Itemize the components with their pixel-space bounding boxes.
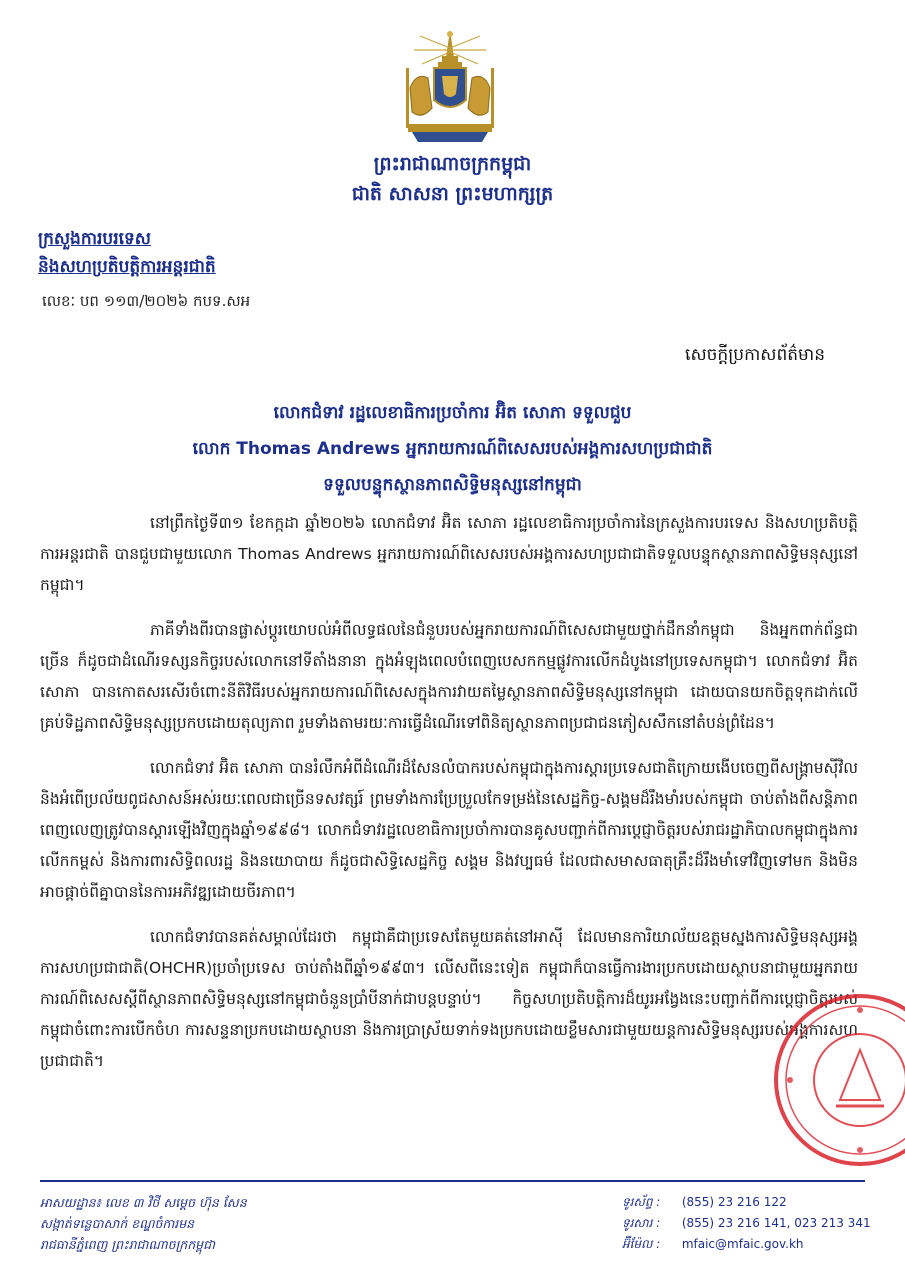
body-paragraph: លោកជំទាវបានគត់សម្គាល់ដែរថា កម្ពុជាគឺជាប្រទេសតែមួយគត់នៅអាស៊ី ដែលមានការិយាល័យឧត្តមស្នងការសិទ្ធិមនុស្សអង្គការសហប្រជាជាតិ(OHCHR)ប្រចាំប្រទេស ចាប់តាំងពីឆ្នាំ១៩៩៣។ លើសពីនេះទៀត កម្ពុជាក៏បានធ្វើការងារប្រកបដោយស្ថាបនាជាមួយអ្នករាយការណ៍ពិសេសស្តីពីស្ថានភាពសិទ្ធិមនុស្សនៅកម្ពុជាចំនួនប្រាំបីនាក់ជាបន្តបន្ទាប់។ កិច្ចសហប្រតិបត្តិការដ៏យូរអង្វែងនេះបញ្ជាក់ពីការប្តេជ្ញាចិត្តរបស់កម្ពុជាចំពោះការបើកចំហ ការសន្ទនាប្រកបដោយស្ថាបនា និងការប្រាស្រ័យទាក់ទងប្រកបដោយខ្លឹមសារជាមួយយន្តការសិទ្ធិមនុស្សរបស់អង្គការសហប្រជាជាតិ។ bbox=[40, 928, 858, 1070]
ministry-name-line2: និងសហប្រតិបត្តិការអន្តរជាតិ bbox=[38, 257, 216, 277]
email-label: អ៊ីម៉ែល : bbox=[622, 1237, 661, 1251]
kingdom-title: ព្រះរាជាណាចក្រកម្ពុជា bbox=[373, 153, 532, 175]
reference-number: លេខៈ បព ១១៣/២០២៦ កបទ.សអ bbox=[42, 292, 251, 310]
body-paragraph: លោកជំទាវ អ៊ិត សោភា បានរំលឹកអំពីដំណើរដ៏សែនលំបាករបស់កម្ពុជាក្នុងការស្តារប្រទេសជាតិក្រោយងើបចេញពីសង្គ្រាមស៊ីវិល និងអំពើប្រល័យពូជសាសន៍អស់រយៈពេលជាច្រើនទសវត្សរ៍ ព្រមទាំងការប្រែប្រួលកែទម្រង់នៃសេដ្ឋកិច្ច-សង្គមដ៏រឹងមាំរបស់កម្ពុជា ចាប់តាំងពីសន្តិភាពពេញលេញត្រូវបានស្តារឡើងវិញក្នុងឆ្នាំ១៩៩៨។ លោកជំទាវរដ្ឋលេខាធិការប្រចាំការបានគូសបញ្ជាក់ពីការប្តេជ្ញាចិត្តរបស់រាជរដ្ឋាភិបាលកម្ពុជាក្នុងការលើកកម្ពស់ និងការពារសិទ្ធិពលរដ្ឋ និងនយោបាយ ក៏ដូចជាសិទ្ធិសេដ្ឋកិច្ច សង្គម និងវប្បធម៌ ដែលជាសមាសធាតុគ្រឹះដ៏រឹងមាំទៅវិញទៅមក និងមិនអាចផ្តាច់ពីគ្នាបាននៃការអភិវឌ្ឍដោយចីរភាព។ bbox=[40, 759, 858, 901]
footer-address bbox=[40, 1192, 247, 1255]
fax-label: ទូរសារ : bbox=[622, 1216, 661, 1230]
headline-line3: ទទួលបន្ទុកស្ថានភាពសិទ្ធិមនុស្សនៅកម្ពុជា bbox=[323, 475, 582, 495]
body-paragraph: នៅព្រឹកថ្ងៃទី៣១ ខែកក្កដា ឆ្នាំ២០២៦ លោកជំទាវ អ៊ិត សោភា រដ្ឋលេខាធិការប្រចាំការនៃក្រសួងការបរទេស និងសហប្រតិបត្តិការអន្តរជាតិ បានជួបជាមួយលោក Thomas Andrews អ្នករាយការណ៍ពិសេសរបស់អង្គការសហប្រជាជាតិទទួលបន្ទុកស្ថានភាពសិទ្ធិមនុស្សនៅកម្ពុជា។ bbox=[40, 514, 858, 594]
phone-label: ទូរស័ព្ទ : bbox=[622, 1195, 661, 1209]
phone-number: (855) 23 216 122 bbox=[681, 1195, 787, 1209]
body-paragraph: ភាគីទាំងពីរបានផ្លាស់ប្តូរយោបល់អំពីលទ្ធផលនៃជំនួបរបស់អ្នករាយការណ៍ពិសេសជាមួយថ្នាក់ដឹកនាំកម្ពុជា និងអ្នកពាក់ព័ន្ធជាច្រើន ក៏ដូចជាដំណើរទស្សនកិច្ចរបស់លោកនៅទីតាំងនានា ក្នុងអំឡុងពេលបំពេញបេសកកម្មផ្លូវការលើកដំបូងនៅប្រទេសកម្ពុជា។ លោកជំទាវ អ៊ិត សោភា បានកោតសរសើរចំពោះនីតិវិធីរបស់អ្នករាយការណ៍ពិសេសក្នុងការវាយតម្លៃស្ថានភាពសិទ្ធិមនុស្សនៅកម្ពុជា ដោយបានយកចិត្តទុកដាក់លើគ្រប់ទិដ្ឋភាពសិទ្ធិមនុស្សប្រកបដោយតុល្យភាព រួមទាំងតាមរយៈការធ្វើដំណើរទៅពិនិត្យស្ថានភាពប្រជាជនភៀសសឹកនៅតំបន់ព្រំដែន។ bbox=[40, 621, 858, 732]
royal-coat-of-arms-icon bbox=[402, 28, 498, 146]
national-motto: ជាតិ សាសនា ព្រះមហាក្សត្រ bbox=[351, 183, 554, 205]
press-release-body bbox=[40, 508, 858, 1091]
footer-divider bbox=[40, 1180, 865, 1182]
headline-line1: លោកជំទាវ រដ្ឋលេខាធិការប្រចាំការ អ៊ិត សោភា ទទួលជួប bbox=[273, 403, 632, 423]
headline-line2: លោក Thomas Andrews អ្នករាយការណ៍ពិសេសរបស់អង្គការសហប្រជាជាតិ bbox=[192, 439, 713, 459]
notice-type: សេចក្តីប្រកាសព័ត៌មាន bbox=[685, 345, 825, 365]
email-address[interactable]: mfaic@mfaic.gov.kh bbox=[681, 1237, 804, 1251]
fax-row bbox=[622, 1213, 871, 1234]
address-line: សង្កាត់ទន្លេបាសាក់ ខណ្ឌចំការមន bbox=[40, 1216, 195, 1231]
ministry-name-line1: ក្រសួងការបរទេស bbox=[38, 229, 151, 249]
footer-contact bbox=[622, 1192, 871, 1255]
phone-row bbox=[622, 1192, 871, 1213]
address-line: អាសយដ្ឋាន៖ លេខ ៣ វិថី សម្តេច ហ៊ុន សែន bbox=[40, 1195, 247, 1210]
ministry-seal-icon bbox=[770, 990, 905, 1170]
fax-number: (855) 23 216 141, 023 213 341 bbox=[681, 1216, 871, 1230]
email-row bbox=[622, 1234, 871, 1255]
address-line: រាជធានីភ្នំពេញ ព្រះរាជាណាចក្រកម្ពុជា bbox=[40, 1237, 215, 1252]
